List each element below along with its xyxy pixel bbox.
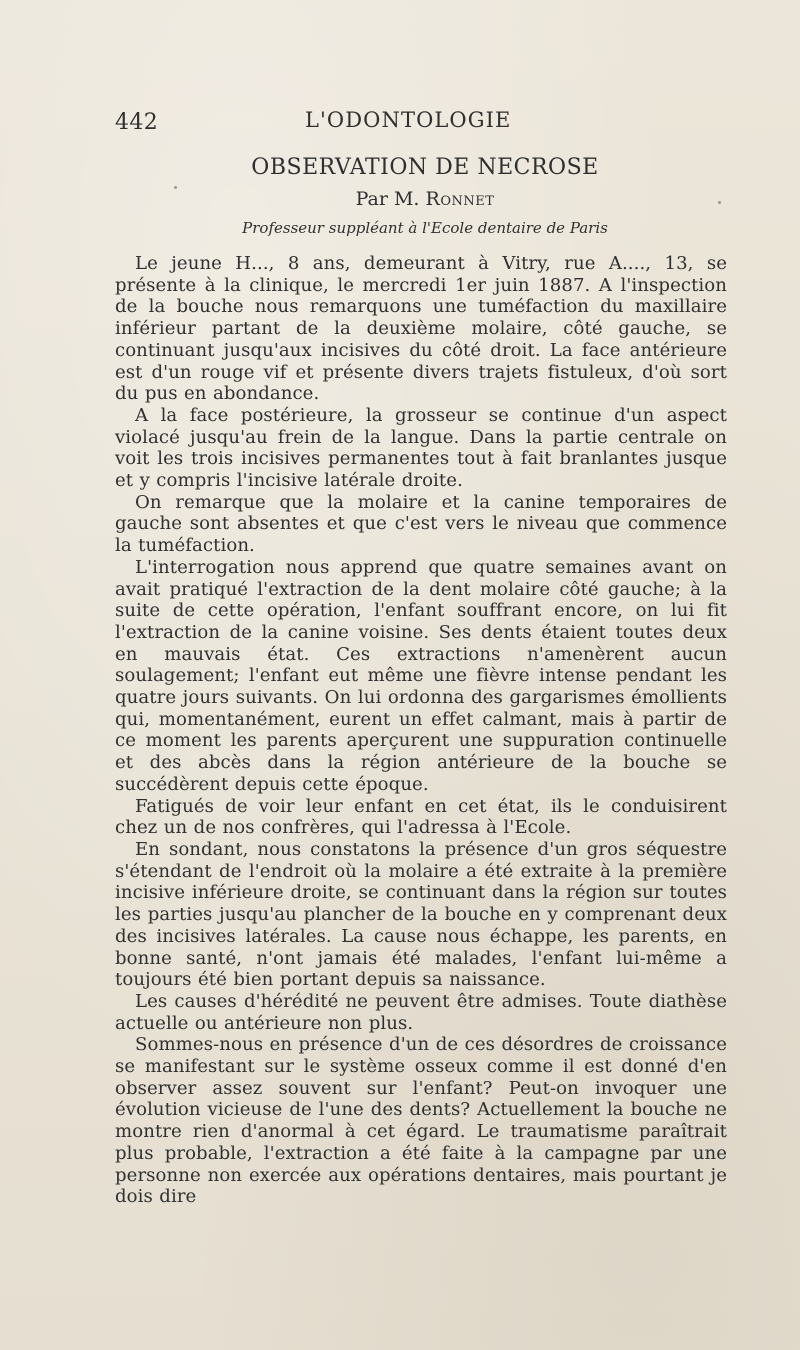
body-paragraph: Le jeune H..., 8 ans, demeurant à Vitry, rue A...., 13, se présente à la clinique, le mercredi 1er juin 1887. A l'inspection de la bouche nous remarquons une tuméfaction du maxillaire inférieur partant de la deuxième molaire, côté gauche, se continuant jusqu'aux incisives du côté droit. La face antérieure est d'un rouge vif et présente divers trajets fistuleux, d'où sort du pus en abondance. xyxy=(115,253,727,405)
body-paragraph: L'interrogation nous apprend que quatre semaines avant on avait pratiqué l'extraction de la dent molaire côté gauche; à la suite de cette opération, l'enfant souffrant encore, on lui fit l'extraction de la canine voisine. Ses dents étaient toutes deux en mauvais état. Ces extractions n'amenèrent aucun soulagement; l'enfant eut même une fièvre intense pendant les quatre jours suivants. On lui ordonna des gargarismes émollients qui, momentanément, eurent un effet calmant, mais à partir de ce moment les parents aperçurent une suppuration continuelle et des abcès dans la région antérieure de la bouche se succédèrent depuis cette époque. xyxy=(115,556,727,795)
body-paragraph: En sondant, nous constatons la présence d'un gros séquestre s'étendant de l'endroit où la molaire a été extraite à la première incisive inférieure droite, se continuant dans la région sur toutes les parties jusqu'au plancher de la bouche en y comprenant deux des incisives latérales. La cause nous échappe, les parents, en bonne santé, n'ont jamais été malades, l'enfant lui-même a toujours été bien portant depuis sa naissance. xyxy=(115,838,727,991)
author-line xyxy=(115,185,735,213)
body-paragraph: Sommes-nous en présence d'un de ces désordres de croissance se manifestant sur le système osseux comme il est donné d'en observer assez souvent sur l'enfant? Peut-on invoquer une évolution vicieuse de l'une des dents? Actuellement la bouche ne montre rien d'anormal à cet égard. Le traumatisme paraîtrait plus probable, l'extraction a été faite à la campagne par une personne non exercée aux opérations dentaires, mais pourtant je dois dire xyxy=(115,1034,727,1208)
article-title: OBSERVATION DE NECROSE xyxy=(251,155,599,180)
byline-prefix: Par M. xyxy=(355,188,420,210)
body-paragraph: On remarque que la molaire et la canine temporaires de gauche sont absentes et que c'est vers le niveau que commence la tuméfaction. xyxy=(115,491,727,557)
page-header xyxy=(115,106,735,136)
body-paragraph: Les causes d'hérédité ne peuvent être admises. Toute diathèse actuelle ou antérieure non plus. xyxy=(115,990,727,1034)
body-paragraph: A la face postérieure, la grosseur se continue d'un aspect violacé jusqu'au frein de la langue. Dans la partie centrale on voit les trois incisives permanentes tout à fait branlantes jusque et y compris l'incisive latérale droite. xyxy=(115,404,727,492)
article-heading xyxy=(115,153,735,241)
page-number: 442 xyxy=(115,110,159,135)
running-title: L'ODONTOLOGIE xyxy=(305,108,512,132)
body-paragraph: Fatigués de voir leur enfant en cet état, ils le conduisirent chez un de nos confrères, qui l'adressa à l'Ecole. xyxy=(115,795,727,839)
paper-speck xyxy=(290,762,293,765)
article-body xyxy=(115,253,727,1208)
paper-speck xyxy=(718,201,721,204)
author-name: Ronnet xyxy=(425,188,495,210)
paper-speck xyxy=(174,186,177,189)
author-affiliation: Professeur suppléant à l'Ecole dentaire de Paris xyxy=(242,219,608,237)
